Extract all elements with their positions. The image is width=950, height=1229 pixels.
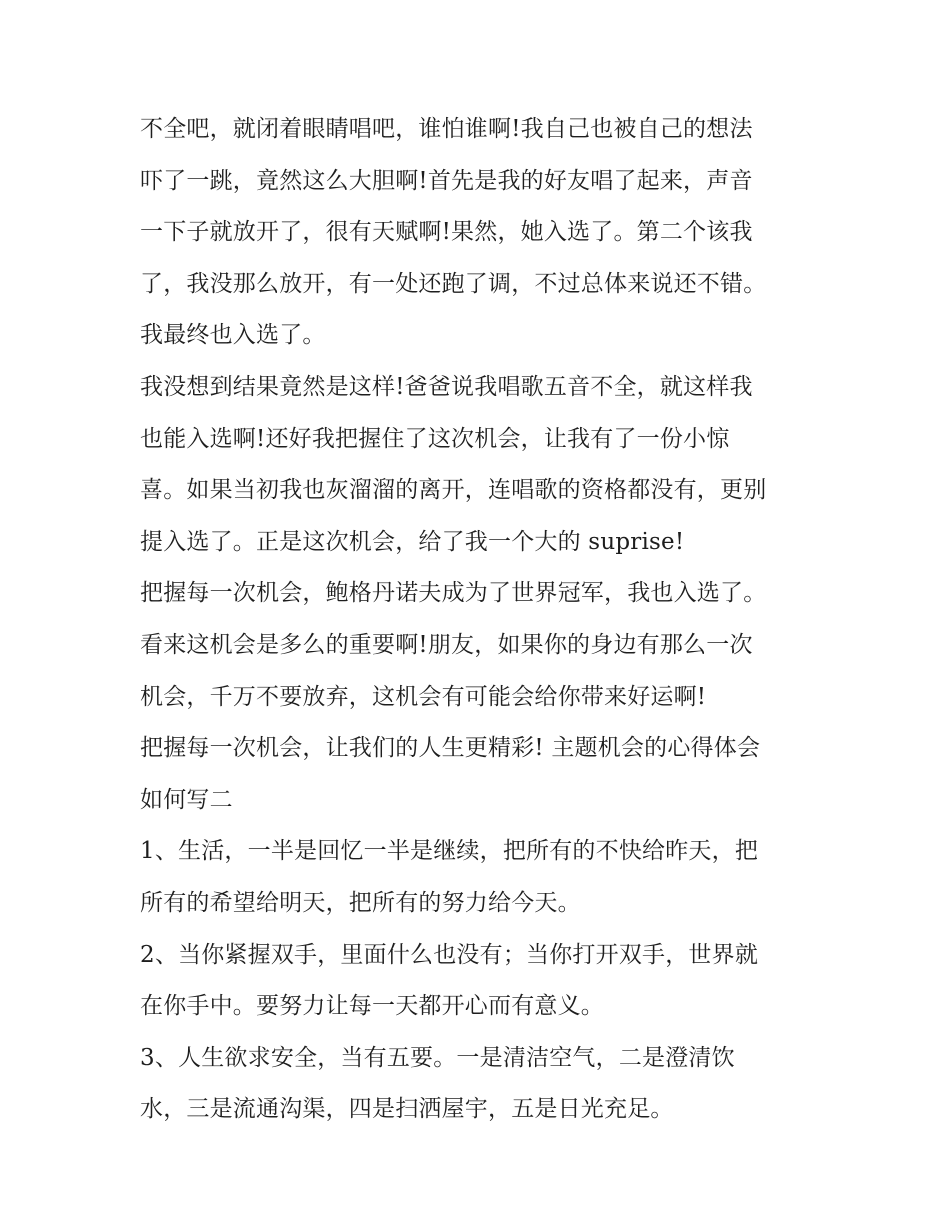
- text-line-14: 如何写二: [140, 786, 233, 813]
- text-line-7: 也能入选啊!还好我把握住了这次机会，让我有了一份小惊: [140, 425, 730, 452]
- text-line-9: 提入选了。正是这次机会，给了我一个大的 suprise!: [140, 528, 685, 555]
- text-line-20: 水，三是流通沟渠，四是扫洒屋宇，五是日光充足。: [140, 1096, 674, 1123]
- text-line-12: 机会，千万不要放弃，这机会有可能会给你带来好运啊!: [140, 683, 707, 710]
- text-line-5: 我最终也入选了。: [140, 322, 326, 349]
- text-line-2: 吓了一跳，竟然这么大胆啊!首先是我的好友唱了起来，声音: [140, 167, 753, 194]
- text-line-11: 看来这机会是多么的重要啊!朋友，如果你的身边有那么一次: [140, 631, 753, 658]
- text-line-1: 不全吧，就闭着眼睛唱吧，谁怕谁啊!我自己也被自己的想法: [140, 116, 753, 142]
- text-line-16: 所有的希望给明天，把所有的努力给今天。: [140, 889, 581, 916]
- text-line-10: 把握每一次机会，鲍格丹诺夫成为了世界冠军，我也入选了。: [140, 580, 767, 607]
- document-body: [140, 104, 820, 1136]
- text-line-19: 3、人生欲求安全，当有五要。一是清洁空气，二是澄清饮: [140, 1044, 735, 1071]
- text-line-15: 1、生活，一半是回忆一半是继续，把所有的不快给昨天，把: [140, 838, 759, 865]
- text-line-4: 了，我没那么放开，有一处还跑了调，不过总体来说还不错。: [140, 270, 767, 297]
- text-line-18: 在你手中。要努力让每一天都开心而有意义。: [140, 993, 604, 1020]
- text-line-17: 2、当你紧握双手，里面什么也没有；当你打开双手，世界就: [140, 941, 759, 968]
- text-line-6: 我没想到结果竟然是这样!爸爸说我唱歌五音不全，就这样我: [140, 373, 753, 400]
- text-line-8: 喜。如果当初我也灰溜溜的离开，连唱歌的资格都没有，更别: [140, 477, 767, 504]
- text-line-3: 一下子就放开了，很有天赋啊!果然，她入选了。第二个该我: [140, 219, 753, 246]
- text-line-13: 把握每一次机会，让我们的人生更精彩! 主题机会的心得体会: [140, 735, 761, 762]
